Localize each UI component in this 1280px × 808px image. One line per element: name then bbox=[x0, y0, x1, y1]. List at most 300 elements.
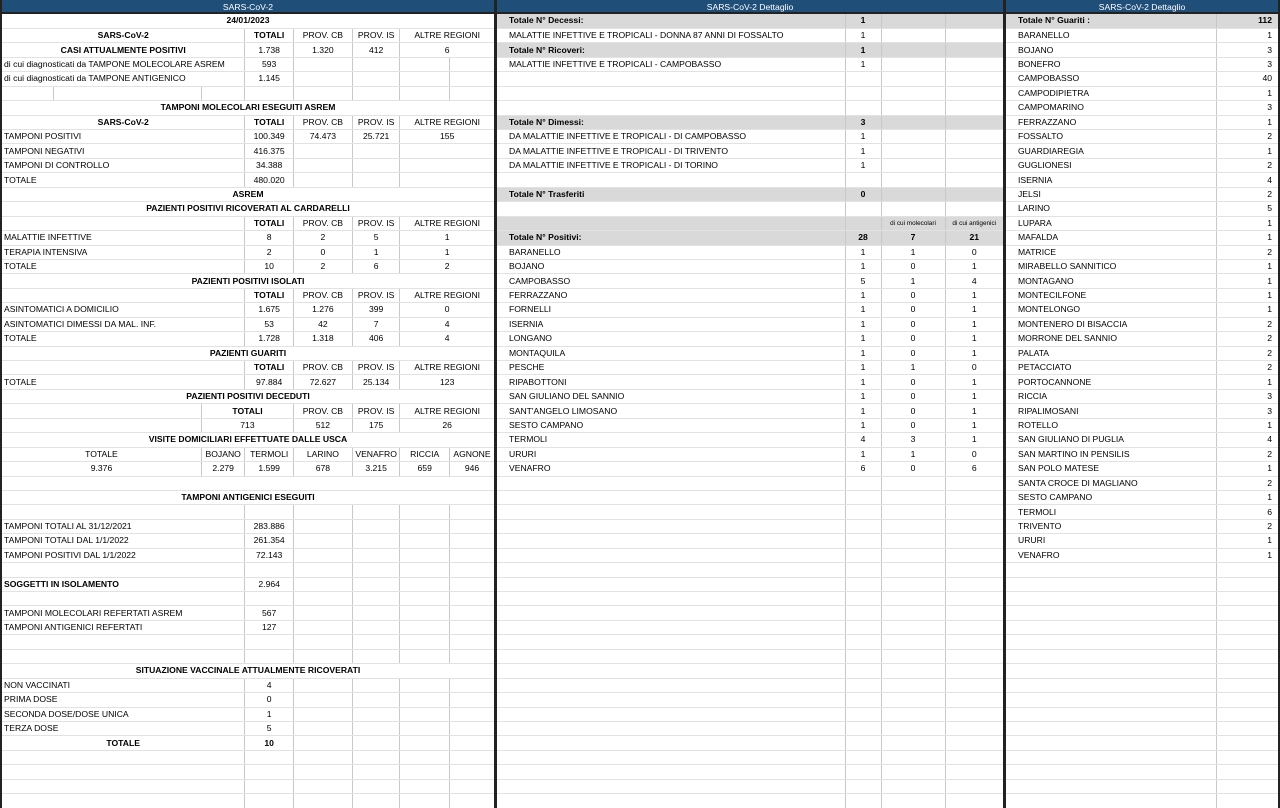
cell: 1 bbox=[945, 332, 1003, 346]
positivi-label: Totale N° Positivi: bbox=[497, 231, 845, 245]
detail-panel bbox=[495, 0, 1005, 808]
section-title-row bbox=[2, 101, 494, 115]
row-value: 1 bbox=[1216, 375, 1278, 389]
table-row bbox=[2, 678, 494, 692]
cell: 9.376 bbox=[2, 462, 201, 476]
row-label: di cui diagnosticati da TAMPONE ANTIGENICO bbox=[2, 72, 245, 86]
row-label: CAMPOBASSO bbox=[1006, 72, 1216, 86]
row-value: 40 bbox=[1216, 72, 1278, 86]
row-value: 127 bbox=[245, 620, 294, 634]
row-value: 2 bbox=[1216, 447, 1278, 461]
row-label: TOTALE bbox=[2, 375, 245, 389]
col-prov-cb: PROV. CB bbox=[293, 115, 352, 129]
col-altre-regioni: ALTRE REGIONI bbox=[400, 361, 494, 375]
table-row bbox=[497, 332, 1003, 346]
table-row bbox=[1006, 375, 1278, 389]
positivi-total-row bbox=[497, 231, 1003, 245]
table-row bbox=[1006, 245, 1278, 259]
table-header-row bbox=[2, 288, 494, 302]
row-value: 1.145 bbox=[245, 72, 294, 86]
row-value: 4 bbox=[1216, 173, 1278, 187]
row-value: 1 bbox=[1216, 303, 1278, 317]
section-title-row bbox=[2, 490, 494, 504]
cell: 100.349 bbox=[245, 130, 294, 144]
table-row bbox=[1006, 158, 1278, 172]
section-title-row bbox=[2, 187, 494, 201]
cell: 4 bbox=[400, 332, 494, 346]
row-value: 1 bbox=[1216, 490, 1278, 504]
table-row bbox=[497, 130, 1003, 144]
cell: 1 bbox=[845, 389, 881, 403]
cell: 0 bbox=[881, 288, 945, 302]
dimessi-value: 3 bbox=[845, 115, 881, 129]
table-row bbox=[497, 433, 1003, 447]
cell: 42 bbox=[293, 317, 352, 331]
row-label: TERZA DOSE bbox=[2, 721, 245, 735]
cell: 1 bbox=[945, 346, 1003, 360]
row-label: VENAFRO bbox=[1006, 548, 1216, 562]
cell: 1 bbox=[845, 361, 881, 375]
table-header-row bbox=[2, 115, 494, 129]
row-label: TOTALE bbox=[2, 173, 245, 187]
detail-table bbox=[497, 14, 1003, 808]
table-row bbox=[1006, 86, 1278, 100]
ricoveri-total-row bbox=[497, 43, 1003, 57]
col-totali: TOTALI bbox=[201, 404, 293, 418]
row-label: DA MALATTIE INFETTIVE E TROPICALI - DI TORINO bbox=[497, 158, 845, 172]
table-row bbox=[1006, 101, 1278, 115]
row-label: ISERNIA bbox=[1006, 173, 1216, 187]
row-label: MONTECILFONE bbox=[1006, 288, 1216, 302]
cell: 0 bbox=[945, 245, 1003, 259]
table-row bbox=[2, 375, 494, 389]
detail-panel-header: SARS-CoV-2 Dettaglio bbox=[497, 0, 1003, 14]
trasferiti-label: Totale N° Trasferiti bbox=[497, 187, 845, 201]
row-value: 1 bbox=[1216, 288, 1278, 302]
row-label: TAMPONI MOLECOLARI REFERTATI ASREM bbox=[2, 606, 245, 620]
cell: 0 bbox=[881, 375, 945, 389]
table-row bbox=[497, 144, 1003, 158]
row-value: 2 bbox=[1216, 158, 1278, 172]
cell: 1.599 bbox=[245, 462, 294, 476]
cell: 659 bbox=[400, 462, 450, 476]
cell: 4 bbox=[845, 433, 881, 447]
cell: 34.388 bbox=[245, 158, 294, 172]
guariti-title: PAZIENTI GUARITI bbox=[2, 346, 494, 360]
cell: 4 bbox=[400, 317, 494, 331]
row-label: TAMPONI POSITIVI bbox=[2, 130, 245, 144]
cell: 4 bbox=[945, 274, 1003, 288]
table-row bbox=[1006, 216, 1278, 230]
cell: 6 bbox=[945, 462, 1003, 476]
cell: 10 bbox=[245, 259, 294, 273]
cell: 1.675 bbox=[245, 303, 294, 317]
row-value: 3 bbox=[1216, 43, 1278, 57]
row-label: MALATTIE INFETTIVE E TROPICALI - DONNA 87 ANNI DI FOSSALTO bbox=[497, 28, 845, 42]
table-row bbox=[2, 693, 494, 707]
row-value: 2 bbox=[1216, 346, 1278, 360]
col-altre-regioni: ALTRE REGIONI bbox=[400, 115, 494, 129]
row-value: 1 bbox=[1216, 462, 1278, 476]
section-title-row bbox=[2, 346, 494, 360]
decessi-label: Totale N° Decessi: bbox=[497, 14, 845, 28]
row-label: LARINO bbox=[1006, 202, 1216, 216]
row-label: ASINTOMATICI A DOMICILIO bbox=[2, 303, 245, 317]
casi-label: CASI ATTUALMENTE POSITIVI bbox=[2, 43, 245, 57]
row-value: 2 bbox=[1216, 187, 1278, 201]
cell: 1 bbox=[845, 404, 881, 418]
decessi-total-row bbox=[497, 14, 1003, 28]
cell: 1.728 bbox=[245, 332, 294, 346]
table-row bbox=[1006, 72, 1278, 86]
table-row bbox=[1006, 202, 1278, 216]
row-label: PRIMA DOSE bbox=[2, 693, 245, 707]
table-row bbox=[497, 245, 1003, 259]
col-altre-regioni: ALTRE REGIONI bbox=[400, 288, 494, 302]
cell: 0 bbox=[881, 462, 945, 476]
row-label: URURI bbox=[497, 447, 845, 461]
casi-prov-cb: 1.320 bbox=[293, 43, 352, 57]
table-row bbox=[2, 548, 494, 562]
trasferiti-total-row bbox=[497, 187, 1003, 201]
row-label: PORTOCANNONE bbox=[1006, 375, 1216, 389]
positivi-antigenici: 21 bbox=[945, 231, 1003, 245]
ricoveri-value: 1 bbox=[845, 43, 881, 57]
cell: 1 bbox=[400, 231, 494, 245]
row-label: TAMPONI DI CONTROLLO bbox=[2, 158, 245, 172]
dimessi-label: Totale N° Dimessi: bbox=[497, 115, 845, 129]
table-row bbox=[1006, 303, 1278, 317]
vaccini-total-label: TOTALE bbox=[2, 736, 245, 750]
cell: 1 bbox=[945, 375, 1003, 389]
casi-positivi-row bbox=[2, 43, 494, 57]
cell: 480.020 bbox=[245, 173, 294, 187]
row-label: MIRABELLO SANNITICO bbox=[1006, 259, 1216, 273]
col-totali: TOTALI bbox=[245, 288, 294, 302]
cell: 1 bbox=[845, 303, 881, 317]
cell: 0 bbox=[400, 303, 494, 317]
row-label: TRIVENTO bbox=[1006, 519, 1216, 533]
cell: 1 bbox=[845, 346, 881, 360]
table-row bbox=[1006, 259, 1278, 273]
row-label: FOSSALTO bbox=[1006, 130, 1216, 144]
row-label: TERMOLI bbox=[497, 433, 845, 447]
row-value: 1 bbox=[1216, 534, 1278, 548]
row-value: 1 bbox=[1216, 216, 1278, 230]
table-row bbox=[1006, 404, 1278, 418]
cell: 1 bbox=[881, 274, 945, 288]
row-label: MALATTIE INFETTIVE E TROPICALI - CAMPOBASSO bbox=[497, 57, 845, 71]
table-row bbox=[2, 259, 494, 273]
row-value: 3 bbox=[1216, 404, 1278, 418]
row-label: LUPARA bbox=[1006, 216, 1216, 230]
cell: 3.215 bbox=[352, 462, 400, 476]
vaccini-title: SITUAZIONE VACCINALE ATTUALMENTE RICOVERATI bbox=[2, 664, 494, 678]
section-title-row bbox=[2, 202, 494, 216]
cell: 1 bbox=[845, 332, 881, 346]
col-prov-is: PROV. IS bbox=[352, 28, 400, 42]
table-row bbox=[2, 707, 494, 721]
positivi-total: 28 bbox=[845, 231, 881, 245]
table-header-row bbox=[2, 404, 494, 418]
trasferiti-value: 0 bbox=[845, 187, 881, 201]
col-larino: LARINO bbox=[293, 447, 352, 461]
table-row bbox=[1006, 534, 1278, 548]
col-prov-is: PROV. IS bbox=[352, 216, 400, 230]
table-row bbox=[1006, 490, 1278, 504]
row-value: 2 bbox=[1216, 317, 1278, 331]
cell: 72.627 bbox=[293, 375, 352, 389]
positivi-molecolari: 7 bbox=[881, 231, 945, 245]
row-value: 261.354 bbox=[245, 534, 294, 548]
row-value: 1 bbox=[1216, 548, 1278, 562]
row-value: 3 bbox=[1216, 389, 1278, 403]
row-label: PALATA bbox=[1006, 346, 1216, 360]
row-value: 2 bbox=[1216, 245, 1278, 259]
table-row bbox=[1006, 519, 1278, 533]
cell: 1 bbox=[881, 447, 945, 461]
col-prov-cb: PROV. CB bbox=[293, 28, 352, 42]
cell: 0 bbox=[881, 303, 945, 317]
row-label: SESTO CAMPANO bbox=[497, 418, 845, 432]
row-value: 4 bbox=[245, 678, 294, 692]
col-agnone: AGNONE bbox=[450, 447, 495, 461]
row-label: BARANELLO bbox=[497, 245, 845, 259]
row-label: SANTA CROCE DI MAGLIANO bbox=[1006, 476, 1216, 490]
row-label: NON VACCINATI bbox=[2, 678, 245, 692]
col-totale: TOTALE bbox=[2, 447, 201, 461]
guariti-panel-header: SARS-CoV-2 Dettaglio bbox=[1006, 0, 1278, 14]
row-value: 1 bbox=[1216, 86, 1278, 100]
col-prov-is: PROV. IS bbox=[352, 404, 400, 418]
ricoveri-label: Totale N° Ricoveri: bbox=[497, 43, 845, 57]
row-label: ROTELLO bbox=[1006, 418, 1216, 432]
table-row bbox=[497, 288, 1003, 302]
col-riccia: RICCIA bbox=[400, 447, 450, 461]
cell: 1 bbox=[881, 361, 945, 375]
row-label: DA MALATTIE INFETTIVE E TROPICALI - DI CAMPOBASSO bbox=[497, 130, 845, 144]
casi-totali: 1.738 bbox=[245, 43, 294, 57]
cell: 8 bbox=[245, 231, 294, 245]
cell: 0 bbox=[293, 245, 352, 259]
cell: 97.884 bbox=[245, 375, 294, 389]
cell: 1.276 bbox=[293, 303, 352, 317]
decessi-value: 1 bbox=[845, 14, 881, 28]
col-totali: TOTALI bbox=[245, 361, 294, 375]
cell: 0 bbox=[945, 447, 1003, 461]
table-row bbox=[497, 28, 1003, 42]
table-row bbox=[1006, 115, 1278, 129]
cell: 1 bbox=[845, 288, 881, 302]
table-row bbox=[2, 332, 494, 346]
antigenici-title: TAMPONI ANTIGENICI ESEGUITI bbox=[2, 490, 494, 504]
row-label: VENAFRO bbox=[497, 462, 845, 476]
cell: 1 bbox=[352, 245, 400, 259]
row-label: TAMPONI POSITIVI DAL 1/1/2022 bbox=[2, 548, 245, 562]
table-row bbox=[2, 144, 494, 158]
table-row bbox=[497, 317, 1003, 331]
cell: 1 bbox=[945, 418, 1003, 432]
section-label: SARS-CoV-2 bbox=[2, 28, 245, 42]
row-label: SAN MARTINO IN PENSILIS bbox=[1006, 447, 1216, 461]
row-label: MALATTIE INFETTIVE bbox=[2, 231, 245, 245]
cell: 1.318 bbox=[293, 332, 352, 346]
row-label: FERRAZZANO bbox=[1006, 115, 1216, 129]
col-altre-regioni: ALTRE REGIONI bbox=[400, 404, 494, 418]
row-value: 1 bbox=[1216, 115, 1278, 129]
table-row bbox=[497, 361, 1003, 375]
row-label: LONGANO bbox=[497, 332, 845, 346]
isolamento-label: SOGGETTI IN ISOLAMENTO bbox=[2, 577, 245, 591]
cell: 25.134 bbox=[352, 375, 400, 389]
row-label: CAMPOBASSO bbox=[497, 274, 845, 288]
table-row bbox=[497, 389, 1003, 403]
table-row bbox=[497, 158, 1003, 172]
cell: 1 bbox=[845, 317, 881, 331]
row-value: 1 bbox=[1216, 231, 1278, 245]
cell: 1 bbox=[881, 245, 945, 259]
row-label: MORRONE DEL SANNIO bbox=[1006, 332, 1216, 346]
table-row bbox=[1006, 173, 1278, 187]
cell: 0 bbox=[881, 418, 945, 432]
row-label: CAMPODIPIETRA bbox=[1006, 86, 1216, 100]
cell: 416.375 bbox=[245, 144, 294, 158]
row-label: ASINTOMATICI DIMESSI DA MAL. INF. bbox=[2, 317, 245, 331]
cell: 7 bbox=[352, 317, 400, 331]
table-row bbox=[1006, 505, 1278, 519]
table-row bbox=[497, 462, 1003, 476]
row-label: RIPALIMOSANI bbox=[1006, 404, 1216, 418]
table-row bbox=[1006, 28, 1278, 42]
row-label: TERMOLI bbox=[1006, 505, 1216, 519]
cell: 5 bbox=[845, 274, 881, 288]
row-value: 1 bbox=[1216, 418, 1278, 432]
row-value: 5 bbox=[245, 721, 294, 735]
row-label: di cui diagnosticati da TAMPONE MOLECOLARE ASREM bbox=[2, 57, 245, 71]
cell: 2 bbox=[245, 245, 294, 259]
row-value: 2 bbox=[1216, 519, 1278, 533]
cell: 74.473 bbox=[293, 130, 352, 144]
table-row bbox=[1006, 389, 1278, 403]
cell: 0 bbox=[881, 346, 945, 360]
deceduti-title: PAZIENTI POSITIVI DECEDUTI bbox=[2, 389, 494, 403]
row-label: SESTO CAMPANO bbox=[1006, 490, 1216, 504]
row-label: MAFALDA bbox=[1006, 231, 1216, 245]
col-bojano: BOJANO bbox=[201, 447, 244, 461]
row-label: TOTALE bbox=[2, 259, 245, 273]
row-label: SAN POLO MATESE bbox=[1006, 462, 1216, 476]
cell: 0 bbox=[881, 317, 945, 331]
row-value: 1 bbox=[1216, 28, 1278, 42]
col-altre-regioni: ALTRE REGIONI bbox=[400, 28, 494, 42]
col-totali: TOTALI bbox=[245, 115, 294, 129]
row-value: 1 bbox=[845, 158, 881, 172]
cell: 1 bbox=[945, 303, 1003, 317]
table-row bbox=[2, 577, 494, 591]
table-row bbox=[2, 173, 494, 187]
row-label: RIPABOTTONI bbox=[497, 375, 845, 389]
row-label: TERAPIA INTENSIVA bbox=[2, 245, 245, 259]
section-title-row bbox=[2, 433, 494, 447]
table-row bbox=[2, 245, 494, 259]
tamponi-title: TAMPONI MOLECOLARI ESEGUITI ASREM bbox=[2, 101, 494, 115]
table-row bbox=[1006, 418, 1278, 432]
table-row bbox=[2, 130, 494, 144]
row-label: MONTAQUILA bbox=[497, 346, 845, 360]
cell: 175 bbox=[352, 418, 400, 432]
row-value: 283.886 bbox=[245, 519, 294, 533]
cell: 2 bbox=[293, 231, 352, 245]
table-row bbox=[2, 721, 494, 735]
cell: 946 bbox=[450, 462, 495, 476]
cell: 2 bbox=[293, 259, 352, 273]
cell: 2.279 bbox=[201, 462, 244, 476]
col-prov-is: PROV. IS bbox=[352, 115, 400, 129]
cell: 0 bbox=[881, 389, 945, 403]
table-header-row bbox=[2, 216, 494, 230]
usca-title: VISITE DOMICILIARI EFFETTUATE DALLE USCA bbox=[2, 433, 494, 447]
row-value: 1 bbox=[1216, 259, 1278, 273]
cell: 3 bbox=[881, 433, 945, 447]
cell: 25.721 bbox=[352, 130, 400, 144]
table-row bbox=[2, 606, 494, 620]
col-prov-cb: PROV. CB bbox=[293, 288, 352, 302]
cell: 399 bbox=[352, 303, 400, 317]
vaccini-total-value: 10 bbox=[245, 736, 294, 750]
table-row bbox=[1006, 43, 1278, 57]
row-value: 1 bbox=[845, 130, 881, 144]
cell: 1 bbox=[845, 375, 881, 389]
table-row bbox=[2, 231, 494, 245]
row-label: MONTENERO DI BISACCIA bbox=[1006, 317, 1216, 331]
casi-prov-is: 412 bbox=[352, 43, 400, 57]
row-label: JELSI bbox=[1006, 187, 1216, 201]
col-altre-regioni: ALTRE REGIONI bbox=[400, 216, 494, 230]
table-row bbox=[1006, 187, 1278, 201]
col-antigenici: di cui antigenici bbox=[945, 216, 1003, 230]
table-row bbox=[497, 57, 1003, 71]
table-row bbox=[2, 317, 494, 331]
row-value: 6 bbox=[1216, 505, 1278, 519]
row-label: TAMPONI NEGATIVI bbox=[2, 144, 245, 158]
cell: 1 bbox=[945, 433, 1003, 447]
cell: 713 bbox=[201, 418, 293, 432]
cell: 1 bbox=[845, 259, 881, 273]
ricoverati-title: PAZIENTI POSITIVI RICOVERATI AL CARDARELLI bbox=[2, 202, 494, 216]
cell: 53 bbox=[245, 317, 294, 331]
table-row bbox=[497, 259, 1003, 273]
row-value: 0 bbox=[245, 693, 294, 707]
row-label: CAMPOMARINO bbox=[1006, 101, 1216, 115]
table-row bbox=[497, 375, 1003, 389]
table-row bbox=[1006, 144, 1278, 158]
table-row bbox=[1006, 332, 1278, 346]
row-value: 2 bbox=[1216, 332, 1278, 346]
table-row bbox=[1006, 130, 1278, 144]
table-header-row bbox=[2, 361, 494, 375]
row-label: GUARDIAREGIA bbox=[1006, 144, 1216, 158]
row-value: 2 bbox=[1216, 130, 1278, 144]
row-label: MATRICE bbox=[1006, 245, 1216, 259]
row-label: MONTAGANO bbox=[1006, 274, 1216, 288]
table-row bbox=[1006, 476, 1278, 490]
cell: 0 bbox=[881, 404, 945, 418]
row-label: GUGLIONESI bbox=[1006, 158, 1216, 172]
row-value: 2 bbox=[1216, 361, 1278, 375]
table-row bbox=[1006, 361, 1278, 375]
cell: 0 bbox=[881, 259, 945, 273]
section-title-row bbox=[2, 274, 494, 288]
